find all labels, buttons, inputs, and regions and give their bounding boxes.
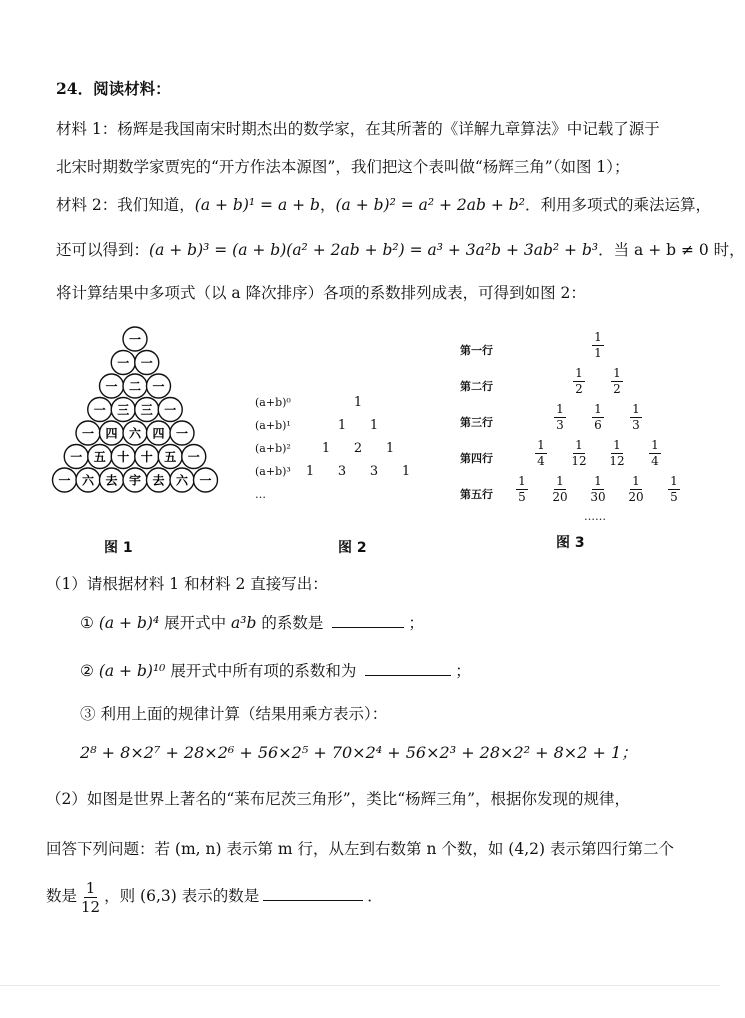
material2-prefix: 材料 2：我们知道，: [56, 196, 195, 214]
fig3-numerator: 1: [594, 330, 602, 344]
material2-line3: 将计算结果中多项式（以 a 降次排序）各项的系数排列成表，可得到如图 2：: [56, 284, 586, 302]
fig2-coefficient: 3: [369, 464, 379, 479]
fig3-fraction: [605, 438, 629, 469]
q1-2-tail: ；: [455, 662, 471, 680]
question-heading: 24．阅读材料：: [56, 79, 171, 98]
fig3-numerator: 1: [575, 438, 583, 452]
fig3-denominator: 5: [518, 490, 526, 504]
fig3-numerator: 1: [594, 402, 602, 416]
fig3-fraction: [548, 474, 572, 505]
triangle-cell-text: 一: [152, 379, 165, 394]
q1-part1: [80, 612, 424, 634]
fig3-denominator: 6: [594, 418, 602, 432]
triangle-cell-text: 四: [105, 426, 118, 441]
fig2-row-label: (a+b)¹: [255, 419, 291, 432]
triangle-cell-text: 一: [105, 379, 118, 394]
fig3-numerator: 1: [537, 438, 545, 452]
figure3-leibniz-triangle: [460, 328, 700, 528]
fraction-one-twelfth: [81, 879, 100, 916]
triangle-cell-text: 宇: [128, 473, 142, 488]
fig2-row-label: …: [255, 488, 266, 501]
fig3-fraction: [586, 330, 610, 361]
q2-line3-tail: ．: [367, 887, 383, 905]
fig2-coefficient: 2: [353, 441, 363, 456]
triangle-cell-text: 一: [81, 426, 95, 441]
equation-2: (a + b)² = a² + 2ab + b²: [335, 196, 525, 214]
fig3-fraction: [624, 402, 648, 433]
fig3-numerator: 1: [556, 474, 564, 488]
figure2-caption: 图 2: [338, 540, 367, 556]
triangle-cell-text: 一: [93, 403, 106, 417]
fig3-numerator: 1: [613, 366, 621, 380]
answer-blank-3[interactable]: [263, 886, 363, 901]
triangle-cell-text: 十: [140, 450, 153, 464]
fig2-coefficient: 1: [337, 418, 347, 433]
q2-line2: 回答下列问题：若 (m, n) 表示第 m 行，从左到右数第 n 个数，如 (4,2) 表示第四行第二个: [46, 840, 674, 858]
triangle-cell-text: 一: [175, 426, 189, 441]
fig3-fraction: [586, 474, 610, 505]
fig3-row-label: 第一行: [460, 344, 493, 357]
figure2-coefficient-table: [255, 396, 425, 516]
fig2-coefficient: 1: [401, 464, 411, 479]
fig3-fraction: [624, 474, 648, 505]
q1-2-expression: (a + b)¹⁰: [98, 662, 166, 680]
triangle-cell-text: 一: [58, 473, 71, 488]
triangle-cell-text: 去: [105, 473, 118, 488]
fig2-coefficient: 1: [305, 464, 315, 479]
material2-line2-suffix: ．当 a + b ≠ 0 时，: [598, 241, 745, 259]
fig3-denominator: 2: [613, 382, 621, 396]
fraction-numerator: 1: [85, 878, 96, 897]
triangle-cell-text: 五: [93, 450, 106, 464]
fig3-denominator: 3: [556, 418, 564, 432]
fig3-numerator: 1: [613, 438, 621, 452]
material1-line1: 材料 1：杨辉是我国南宋时期杰出的数学家，在其所著的《详解九章算法》中记载了源于: [56, 120, 660, 138]
fig3-row-label: 第三行: [460, 416, 493, 429]
fig3-numerator: 1: [670, 474, 678, 488]
q1-part3: [80, 703, 387, 725]
circled-number-3: ③: [80, 705, 96, 723]
fig3-denominator: 5: [670, 490, 678, 504]
equation-1: (a + b)¹ = a + b: [194, 196, 320, 214]
material2-line1: [56, 194, 711, 216]
material2-line2-prefix: 还可以得到：: [56, 241, 150, 259]
page-bottom-divider: [0, 985, 720, 986]
triangle-cell-text: 一: [187, 450, 200, 464]
triangle-cell-text: 五: [164, 450, 177, 464]
triangle-cell-text: 二: [128, 379, 142, 394]
q1-1-text-a: 展开式中: [164, 614, 227, 632]
triangle-cell-text: 三: [140, 403, 153, 417]
q1-intro: （1）请根据材料 1 和材料 2 直接写出：: [46, 575, 328, 593]
circled-number-2: ②: [80, 662, 94, 680]
answer-blank-1[interactable]: [332, 613, 404, 628]
q2-line3-prefix: 数是: [46, 887, 78, 905]
fig2-row-label: (a+b)⁰: [255, 396, 291, 409]
circled-number-1: ①: [80, 614, 94, 632]
triangle-cell-text: 一: [128, 332, 142, 347]
fig3-denominator: 20: [628, 490, 644, 504]
fig3-fraction: [510, 474, 534, 505]
fig3-denominator: 30: [590, 490, 606, 504]
material2-line2: [56, 239, 745, 261]
fig3-fraction: [662, 474, 686, 505]
fig2-coefficient: 1: [385, 441, 395, 456]
separator: ，: [319, 196, 336, 214]
fig3-row-label: 第二行: [460, 380, 493, 393]
triangle-cell-text: 三: [117, 403, 130, 417]
fig3-numerator: 1: [632, 402, 640, 416]
triangle-cell-text: 一: [70, 450, 83, 464]
q1-1-term: a³b: [231, 614, 257, 632]
fig3-row-label: 第五行: [460, 488, 493, 501]
answer-blank-2[interactable]: [365, 661, 451, 676]
fig3-numerator: 1: [556, 402, 564, 416]
triangle-cell-text: 一: [117, 356, 130, 370]
triangle-cell-text: 一: [199, 473, 212, 488]
figure1-yanghui-triangle: [40, 325, 230, 515]
fig2-coefficient: 1: [353, 395, 363, 410]
fraction-denominator: 12: [81, 897, 101, 916]
fig3-continuation-dots: ……: [584, 510, 606, 523]
fig3-denominator: 20: [552, 490, 568, 504]
triangle-cell-text: 十: [117, 450, 130, 464]
fig3-fraction: [529, 438, 553, 469]
q1-1-text-b: 的系数是: [261, 614, 324, 632]
fig3-fraction: [605, 366, 629, 397]
fig3-denominator: 1: [594, 346, 602, 360]
fig3-denominator: 12: [571, 454, 587, 468]
q1-3-text: 利用上面的规律计算（结果用乘方表示）：: [100, 705, 388, 723]
fig2-coefficient: 1: [369, 418, 379, 433]
figure3-caption: 图 3: [556, 535, 585, 551]
q1-part2: [80, 660, 471, 682]
q2-line1: （2）如图是世界上著名的“莱布尼茨三角形”，类比“杨辉三角”，根据你发现的规律，: [46, 790, 631, 808]
triangle-cell-text: 六: [128, 426, 142, 441]
q1-3-expression: 2⁸ + 8×2⁷ + 28×2⁶ + 56×2⁵ + 70×2⁴ + 56×2³ + 28×2² + 8×2 + 1；: [80, 743, 638, 762]
fig3-fraction: [567, 366, 591, 397]
material1-line2: 北宋时期数学家贾宪的“开方作法本源图”，我们把这个表叫做“杨辉三角”（如图 1）；: [56, 158, 630, 176]
q1-1-tail: ；: [408, 614, 424, 632]
equation-3: (a + b)³ = (a + b)(a² + 2ab + b²) = a³ + 3a²b + 3ab² + b³: [149, 241, 599, 259]
fig3-denominator: 4: [537, 454, 545, 468]
triangle-cell-text: 六: [175, 473, 189, 488]
fig2-coefficient: 3: [337, 464, 347, 479]
fig3-fraction: [643, 438, 667, 469]
figure1-caption: 图 1: [104, 540, 133, 556]
triangle-cell-text: 去: [152, 473, 165, 488]
fig3-fraction: [567, 438, 591, 469]
fig3-numerator: 1: [632, 474, 640, 488]
fig3-row-label: 第四行: [460, 452, 493, 465]
fig3-fraction: [548, 402, 572, 433]
triangle-cell-text: 六: [81, 473, 95, 488]
fig3-denominator: 12: [609, 454, 625, 468]
fig3-denominator: 4: [651, 454, 659, 468]
triangle-cell-text: 一: [164, 403, 177, 417]
q2-line3: [46, 874, 383, 918]
fig3-denominator: 2: [575, 382, 583, 396]
q2-line3-mid: ，则 (6,3) 表示的数是: [104, 887, 260, 905]
triangle-cell-text: 四: [152, 426, 165, 441]
fig3-numerator: 1: [594, 474, 602, 488]
q1-1-expression: (a + b)⁴: [98, 614, 160, 632]
fig3-fraction: [586, 402, 610, 433]
fig3-numerator: 1: [575, 366, 583, 380]
fig2-coefficient: 1: [321, 441, 331, 456]
fig2-row-label: (a+b)²: [255, 442, 291, 455]
material2-suffix: ．利用多项式的乘法运算，: [524, 196, 711, 214]
fig3-denominator: 3: [632, 418, 640, 432]
fig3-numerator: 1: [518, 474, 526, 488]
fig3-numerator: 1: [651, 438, 659, 452]
fig2-row-label: (a+b)³: [255, 465, 291, 478]
q1-2-text: 展开式中所有项的系数和为: [170, 662, 357, 680]
triangle-cell-text: 一: [140, 356, 153, 370]
